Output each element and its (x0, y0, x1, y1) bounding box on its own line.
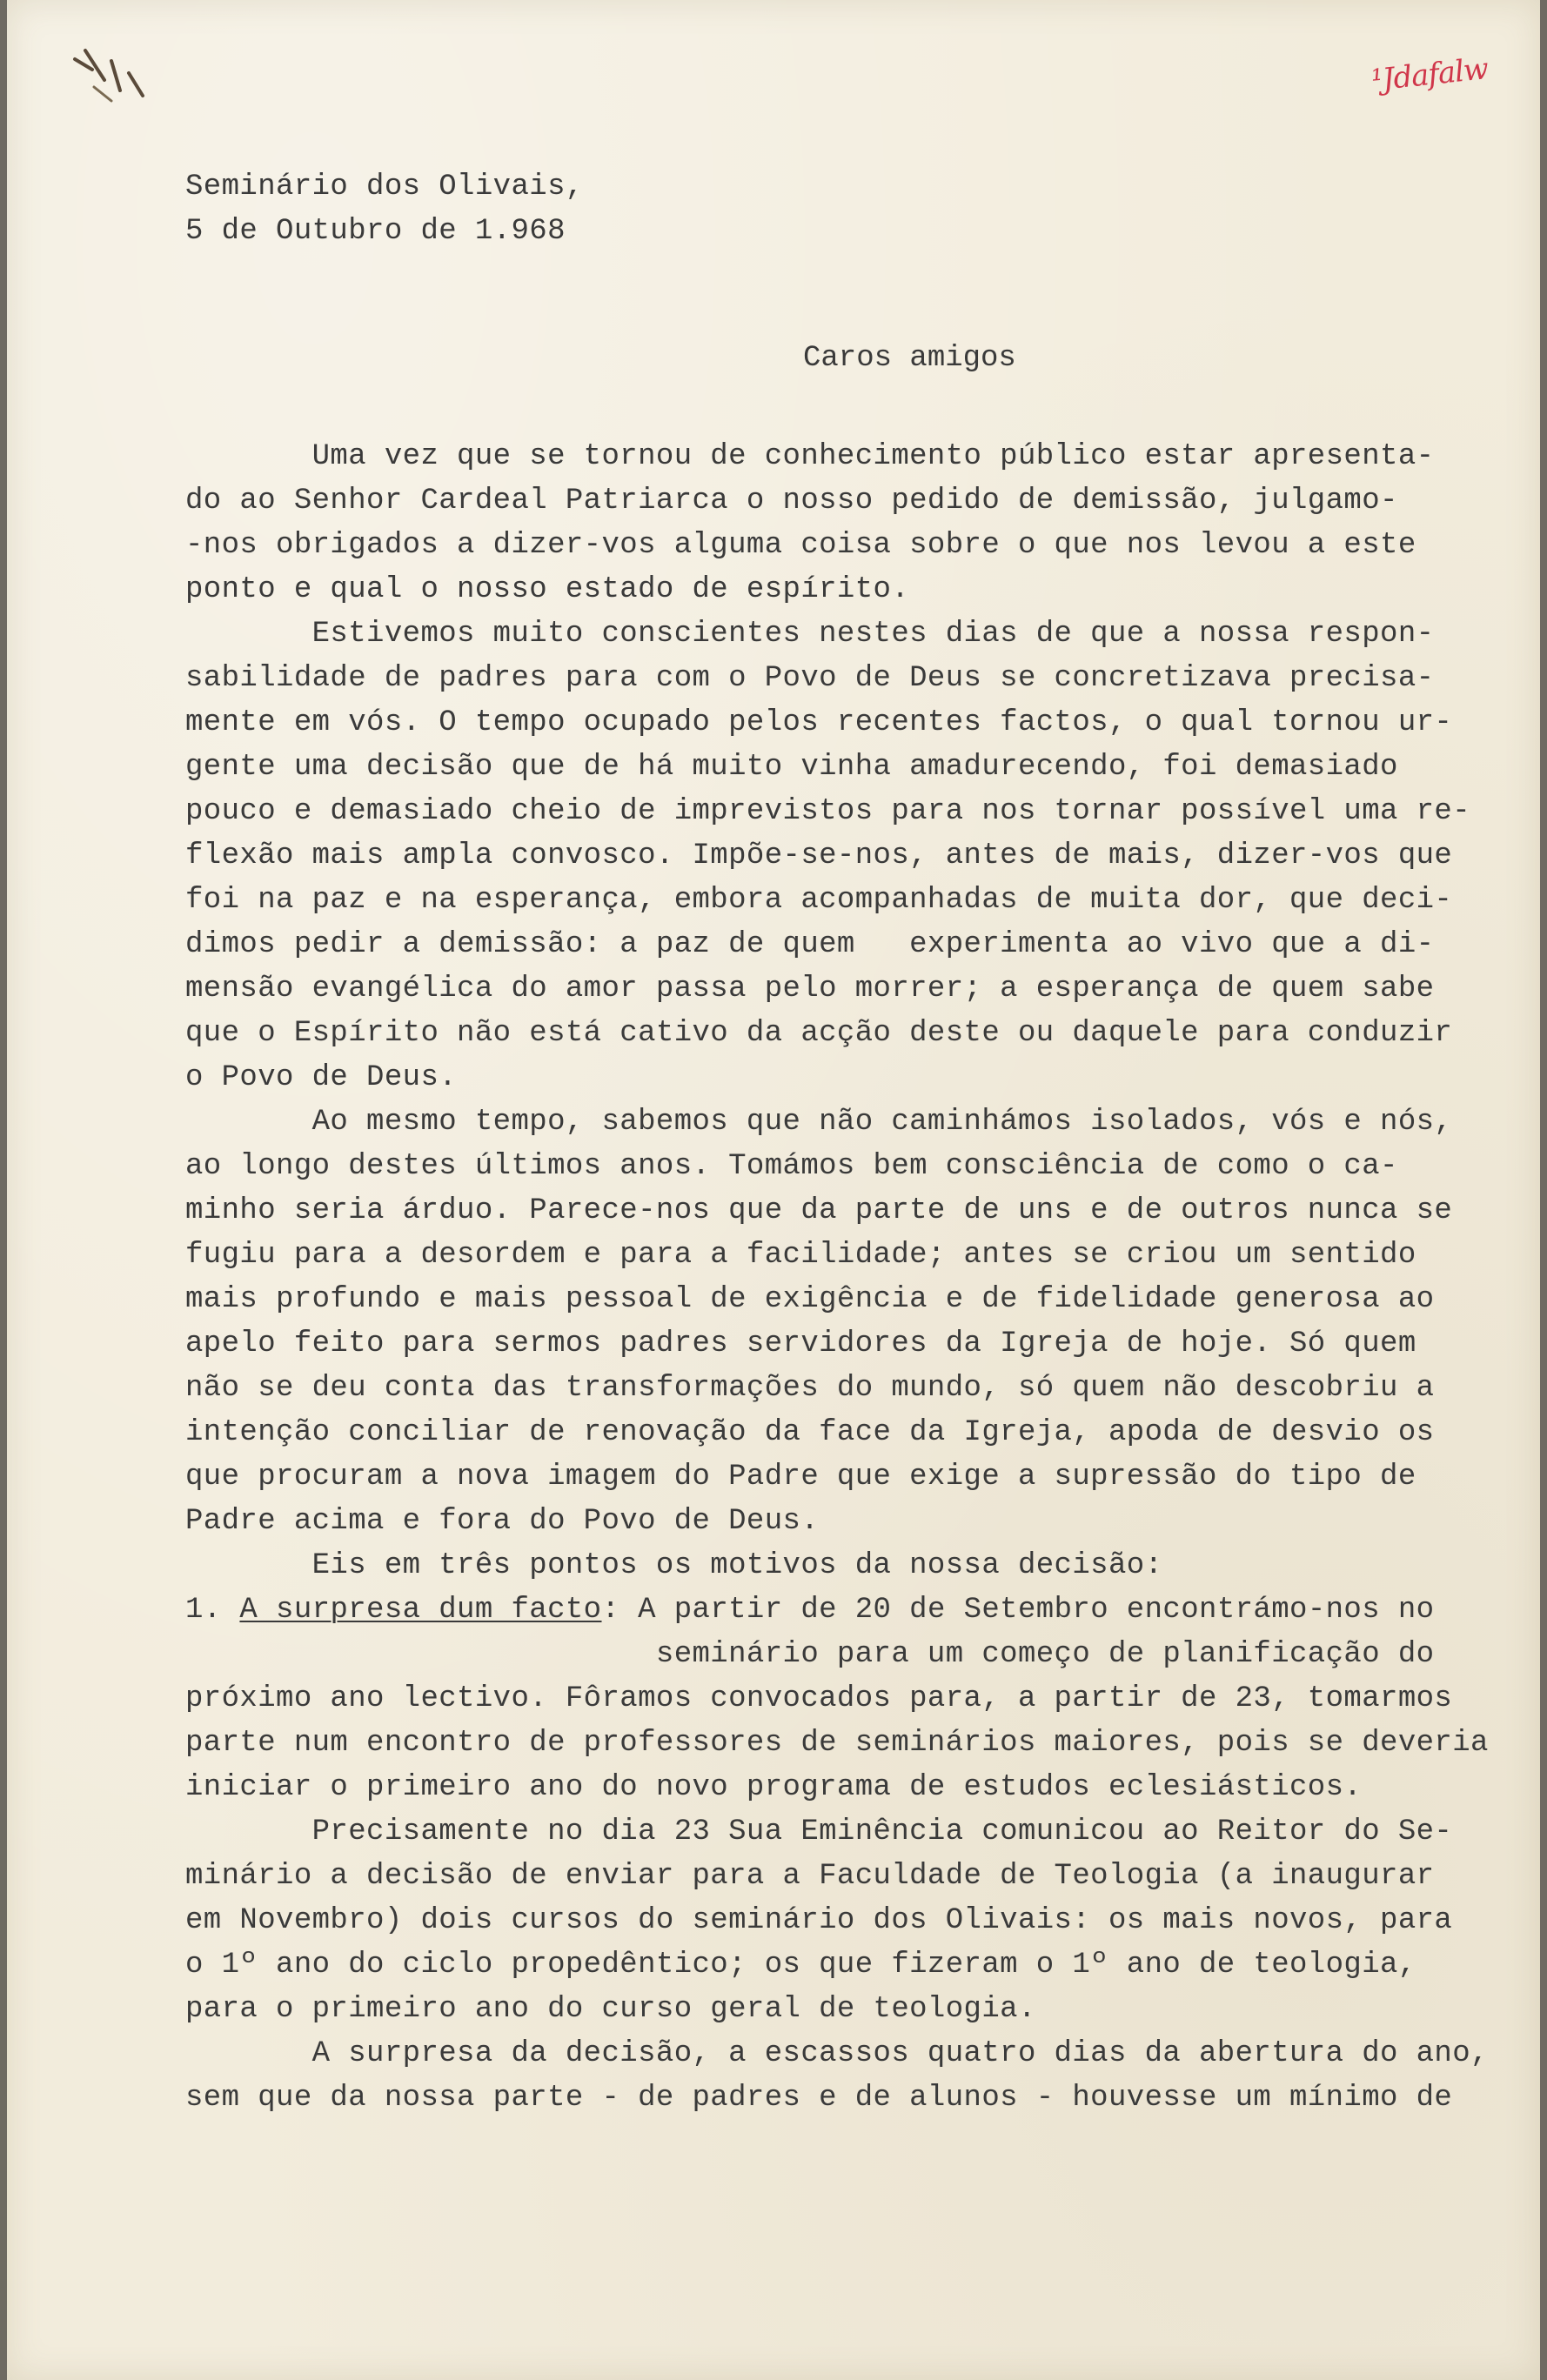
text-line: intenção conciliar de renovação da face da Igreja, apoda de desvio os (185, 1416, 1435, 1449)
text-line: Uma vez que se tornou de conhecimento público estar apresenta- (185, 440, 1435, 473)
point-1 (185, 1588, 1489, 1810)
text-line: Eis em três pontos os motivos da nossa decisão: (185, 1549, 1163, 1582)
text-line: fugiu para a desordem e para a facilidade; antes se criou um sentido (185, 1239, 1416, 1272)
header-date: 5 de Outubro de 1.968 (185, 215, 566, 248)
letter-page (7, 0, 1540, 2380)
header-place: Seminário dos Olivais, (185, 170, 584, 204)
text-line: Estivemos muito conscientes nestes dias de que a nossa respon- (185, 618, 1435, 651)
text-line: sabilidade de padres para com o Povo de Deus se concretizava precisa- (185, 662, 1435, 695)
paragraph (185, 612, 1471, 1100)
text-line: ao longo destes últimos anos. Tomámos bem consciência de como o ca- (185, 1150, 1398, 1183)
text-line: que procuram a nova imagem do Padre que exige a supressão do tipo de (185, 1461, 1416, 1494)
text-line: ponto e qual o nosso estado de espírito. (185, 573, 910, 606)
handwritten-annotation: ¹Jdafalw (1370, 51, 1490, 98)
paragraph (185, 1544, 1447, 1588)
text-line: em Novembro) dois cursos do seminário dos Olivais: os mais novos, para (185, 1904, 1453, 1937)
text-line: A surpresa da decisão, a escassos quatro dias da abertura do ano, (185, 2037, 1489, 2070)
text-line: pouco e demasiado cheio de imprevistos para nos tornar possível uma re- (185, 795, 1471, 828)
text-line: -nos obrigados a dizer-vos alguma coisa sobre o que nos levou a este (185, 529, 1416, 562)
staple-mark-icon (59, 35, 155, 113)
text-line: Ao mesmo tempo, sabemos que não caminhámos isolados, vós e nós, (185, 1106, 1453, 1139)
letter-header (185, 165, 1447, 254)
letter-body (185, 435, 1489, 2121)
text-line: mais profundo e mais pessoal de exigência e de fidelidade generosa ao (185, 1283, 1435, 1316)
point-line-rest: : A partir de 20 de Setembro encontrámo-nos no (601, 1594, 1435, 1627)
text-line (185, 1588, 1447, 1633)
text-line: que o Espírito não está cativo da acção deste ou daquele para conduzir (185, 1017, 1453, 1050)
text-line: apelo feito para sermos padres servidores da Igreja de hoje. Só quem (185, 1327, 1416, 1360)
text-line: foi na paz e na esperança, embora acompanhadas de muita dor, que deci- (185, 884, 1453, 917)
paragraph (185, 1100, 1453, 1544)
text-line: mente em vós. O tempo ocupado pelos recentes factos, o qual tornou ur- (185, 706, 1453, 739)
text-line: não se deu conta das transformações do mundo, só quem não descobriu a (185, 1372, 1435, 1405)
point-number: 1. (185, 1594, 240, 1627)
text-line: seminário para um começo de planificação do (185, 1638, 1435, 1671)
text-line: minho seria árduo. Parece-nos que da parte de uns e de outros nunca se (185, 1194, 1453, 1227)
text-line: o 1º ano do ciclo propedêntico; os que fizeram o 1º ano de teologia, (185, 1949, 1416, 1982)
text-line: iniciar o primeiro ano do novo programa de estudos eclesiásticos. (185, 1771, 1363, 1804)
text-line: minário a decisão de enviar para a Faculdade de Teologia (a inaugurar (185, 1860, 1435, 1893)
text-line: dimos pedir a demissão: a paz de quem experimenta ao vivo que a di- (185, 928, 1435, 961)
text-line: próximo ano lectivo. Fôramos convocados para, a partir de 23, tomarmos (185, 1682, 1453, 1715)
text-line: para o primeiro ano do curso geral de teologia. (185, 1993, 1036, 2026)
paragraph (185, 435, 1447, 612)
text-line: Padre acima e fora do Povo de Deus. (185, 1505, 820, 1538)
salutation: Caros amigos (803, 342, 1016, 375)
text-line: gente uma decisão que de há muito vinha amadurecendo, foi demasiado (185, 751, 1398, 784)
paragraph (185, 2032, 1489, 2121)
text-line: o Povo de Deus. (185, 1061, 458, 1094)
text-line: sem que da nossa parte - de padres e de alunos - houvesse um mínimo de (185, 2082, 1453, 2115)
text-line: mensão evangélica do amor passa pelo morrer; a esperança de quem sabe (185, 973, 1435, 1006)
text-line: do ao Senhor Cardeal Patriarca o nosso pedido de demissão, julgamo- (185, 485, 1398, 518)
text-line: parte num encontro de professores de seminários maiores, pois se deveria (185, 1727, 1489, 1760)
text-line: Precisamente no dia 23 Sua Eminência comunicou ao Reitor do Se- (185, 1815, 1453, 1849)
paragraph (185, 1810, 1453, 2032)
point-title: A surpresa dum facto (239, 1594, 602, 1627)
text-line: flexão mais ampla convosco. Impõe-se-nos, antes de mais, dizer-vos que (185, 839, 1453, 872)
